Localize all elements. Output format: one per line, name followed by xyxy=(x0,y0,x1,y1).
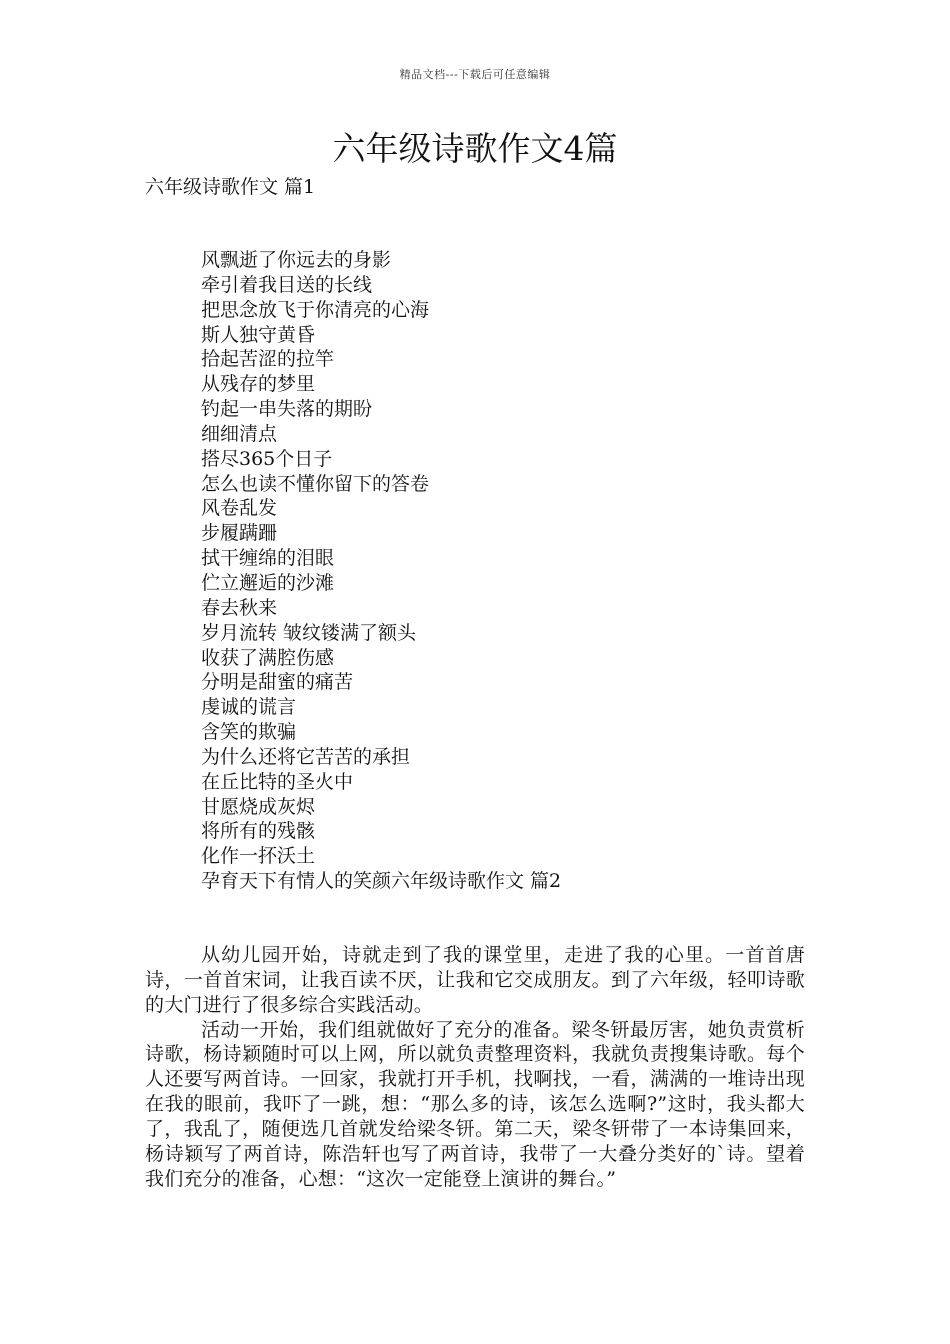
essay-paragraph: 活动一开始，我们组就做好了充分的准备。梁冬钘最厉害，她负责赏析诗歌，杨诗颖随时可以上网，所以就负责整理资料，我就负责搜集诗歌。每个人还要写两首诗。一回家，我就打开手机，找啊找，一看，满满的一堆诗出现在我的眼前，我吓了一跳，想：“那么多的诗，该怎么选啊?”这时，我头都大了，我乱了，随便选几首就发给梁冬钘。第二天，梁冬钘带了一本诗集回来，杨诗颖写了两首诗，陈浩轩也写了两首诗，我带了一大叠分类好的`诗。望着我们充分的准备，心想：“这次一定能登上演讲的舞台。” xyxy=(145,1018,805,1190)
poem xyxy=(201,248,561,894)
poem-line: 虔诚的谎言 xyxy=(201,696,297,719)
poem-line: 从残存的梦里 xyxy=(201,373,316,396)
poem-line: 分明是甜蜜的痛苦 xyxy=(201,671,354,694)
poem-line: 化作一抔沃土 xyxy=(201,845,316,868)
poem-line: 春去秋来 xyxy=(201,596,278,619)
poem-line: 将所有的残骸 xyxy=(201,820,316,843)
poem-line-with-section-heading: 孕育天下有情人的笑颜六年级诗歌作文 篇2 xyxy=(201,870,562,893)
poem-line: 拾起苦涩的拉竿 xyxy=(201,348,335,371)
poem-line: 伫立邂逅的沙滩 xyxy=(201,571,335,594)
poem-line: 含笑的欺骗 xyxy=(201,721,297,744)
section-heading: 六年级诗歌作文 篇1 xyxy=(145,176,316,198)
poem-line: 收获了满腔伤感 xyxy=(201,646,335,669)
poem-line: 岁月流转 皱纹镂满了额头 xyxy=(201,621,417,644)
poem-line: 怎么也读不懂你留下的答卷 xyxy=(201,472,430,495)
poem-line: 拭干缠绵的泪眼 xyxy=(201,547,335,570)
poem-line: 甘愿烧成灰烬 xyxy=(201,795,316,818)
essay-paragraph: 从幼儿园开始，诗就走到了我的课堂里，走进了我的心里。一首首唐诗，一首首宋词，让我百读不厌，让我和它交成朋友。到了六年级，轻叩诗歌的大门进行了很多综合实践活动。 xyxy=(145,944,805,1016)
essay-body xyxy=(145,943,805,1191)
poem-line: 在丘比特的圣火中 xyxy=(201,770,354,793)
poem-line: 搭尽365个日子 xyxy=(201,447,333,470)
poem-line: 把思念放飞于你清亮的心海 xyxy=(201,298,430,321)
poem-line: 牵引着我目送的长线 xyxy=(201,273,373,296)
poem-line: 为什么还将它苦苦的承担 xyxy=(201,745,411,768)
poem-line: 斯人独守黄昏 xyxy=(201,323,316,346)
header-note: 精品文档---下载后可任意编辑 xyxy=(399,68,551,81)
poem-line: 细细清点 xyxy=(201,422,278,445)
poem-line: 钓起一串失落的期盼 xyxy=(201,398,373,421)
document-title: 六年级诗歌作文4篇 xyxy=(332,129,618,168)
poem-line: 风飘逝了你远去的身影 xyxy=(201,249,392,271)
poem-line: 步履蹒跚 xyxy=(201,522,278,545)
poem-line: 风卷乱发 xyxy=(201,497,278,520)
